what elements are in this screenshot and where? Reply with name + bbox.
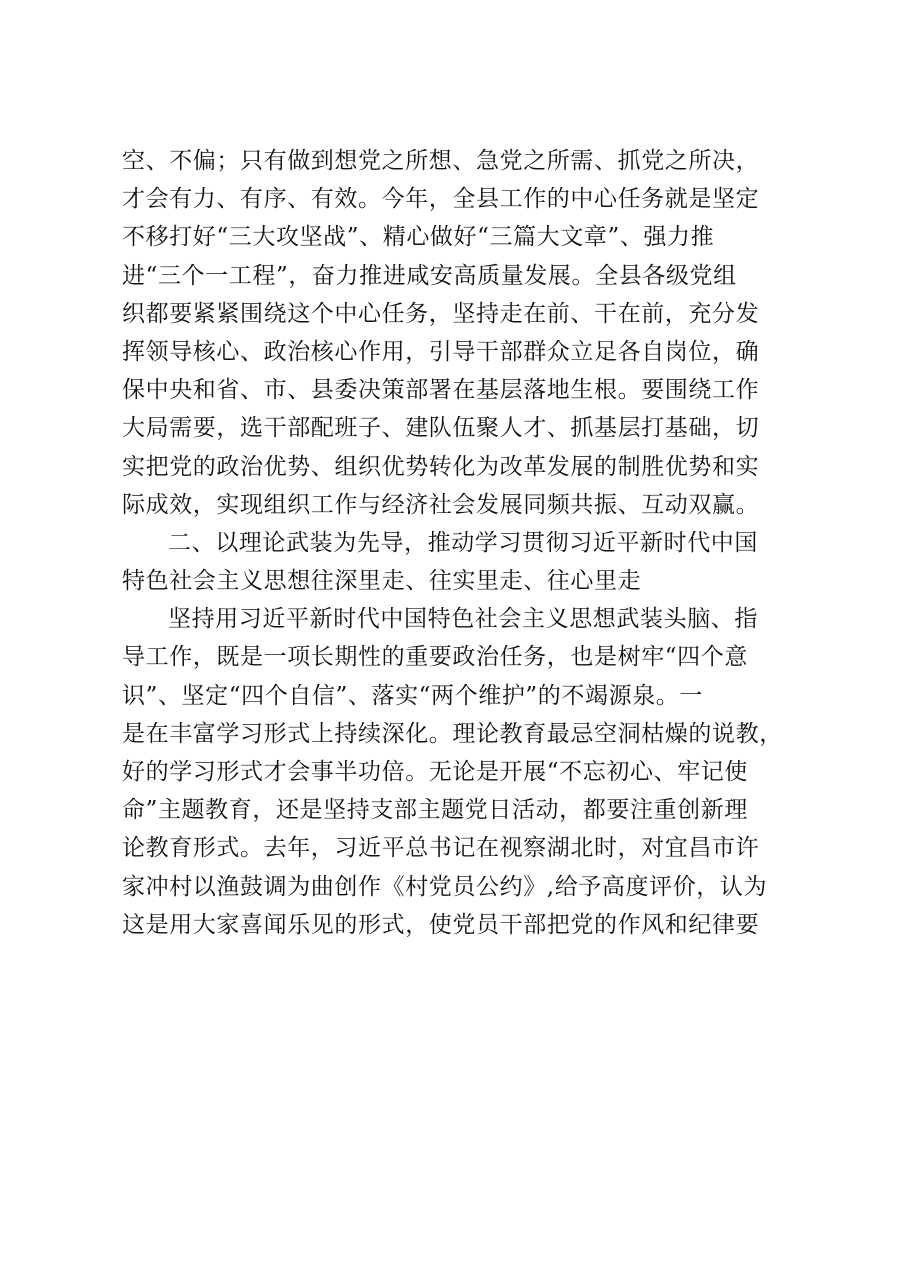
text-line: 际成效，实现组织工作与经济社会发展同频共振、互动双赢。 xyxy=(122,491,760,518)
text-line: 织都要紧紧围绕这个中心任务，坚持走在前、干在前，充分发 xyxy=(122,300,760,327)
text-line: 导工作，既是一项长期性的重要政治任务，也是树牢“四个意 xyxy=(122,644,748,671)
text-line: 实把党的政治优势、组织优势转化为改革发展的制胜优势和实 xyxy=(122,453,760,480)
text-line: 命”主题教育，还是坚持支部主题党日活动，都要注重创新理 xyxy=(122,797,748,824)
text-line: 识”、坚定“四个自信”、落实“两个维护”的不竭源泉。一 xyxy=(122,682,703,709)
text-line: 大局需要，选干部配班子、建队伍聚人才、抓基层打基础，切 xyxy=(122,415,760,442)
text-line: 家冲村以渔鼓调为曲创作《村党员公约》,给予高度评价，认为 xyxy=(122,873,768,900)
text-line: 空、不偏；只有做到想党之所想、急党之所需、抓党之所决， xyxy=(122,148,760,174)
section-heading-line: 特色社会主义思想往深里走、往实里走、往心里走 xyxy=(122,568,642,595)
section-heading-line: 二、以理论武装为先导，推动学习贯彻习近平新时代中国 xyxy=(168,529,758,556)
document-body xyxy=(122,142,802,944)
text-line: 好的学习形式才会事半功倍。无论是开展“不忘初心、牢记使 xyxy=(122,759,748,785)
text-line: 挥领导核心、政治核心作用，引导干部群众立足各自岗位，确 xyxy=(122,338,760,365)
text-line: 进“三个一工程”，奋力推进咸安高质量发展。全县各级党组 xyxy=(122,262,737,289)
text-line: 是在丰富学习形式上持续深化。理论教育最忌空洞枯燥的说教， xyxy=(122,720,783,747)
text-line: 保中央和省、市、县委决策部署在基层落地生根。要围绕工作 xyxy=(122,377,760,404)
text-line: 这是用大家喜闻乐见的形式，使党员干部把党的作风和纪律要 xyxy=(122,911,760,938)
text-line: 论教育形式。去年，习近平总书记在视察湖北时，对宜昌市许 xyxy=(122,835,760,862)
text-line: 才会有力、有序、有效。今年，全县工作的中心任务就是坚定 xyxy=(122,186,760,213)
text-line: 坚持用习近平新时代中国特色社会主义思想武装头脑、指 xyxy=(168,606,758,633)
text-line: 不移打好“三大攻坚战”、精心做好“三篇大文章”、强力推 xyxy=(122,224,715,251)
